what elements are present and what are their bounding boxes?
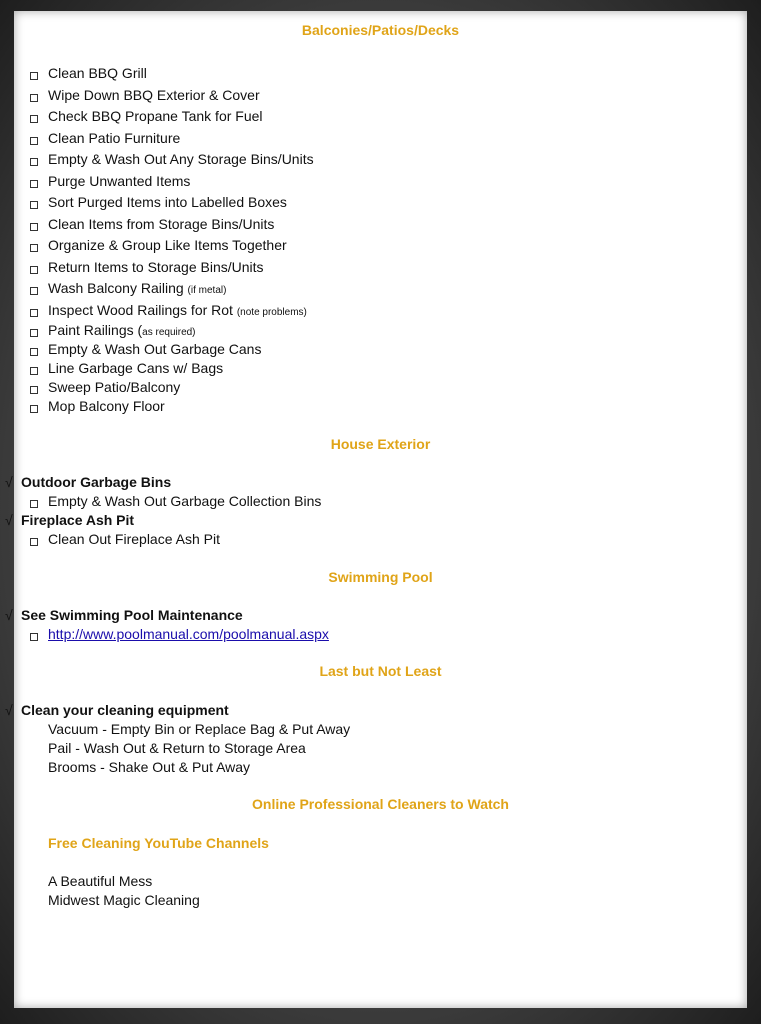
checkbox-icon[interactable] (30, 137, 38, 145)
equipment-item: Pail - Wash Out & Return to Storage Area (48, 740, 306, 756)
checklist-item-label: Wipe Down BBQ Exterior & Cover (48, 87, 260, 103)
online-cleaners-heading: Online Professional Cleaners to Watch (252, 796, 509, 812)
checkbox-icon[interactable] (30, 348, 38, 356)
checkbox-icon[interactable] (30, 158, 38, 166)
checklist-item (48, 360, 223, 377)
checkbox-icon[interactable] (30, 538, 38, 546)
checklist-item (48, 302, 307, 321)
checklist-item (48, 237, 287, 254)
pool-maintenance-title: See Swimming Pool Maintenance (21, 607, 243, 623)
equipment-item: Vacuum - Empty Bin or Replace Bag & Put Away (48, 721, 351, 737)
checkbox-icon[interactable] (30, 405, 38, 413)
checkbox-icon[interactable] (30, 201, 38, 209)
checklist-item-label: Return Items to Storage Bins/Units (48, 259, 264, 275)
document-page (5, 11, 747, 1008)
youtube-channels-subheading: Free Cleaning YouTube Channels (48, 835, 269, 851)
checklist-item-label: Clean Items from Storage Bins/Units (48, 216, 275, 232)
checklist-item (48, 194, 287, 211)
garbage-bins-item: Empty & Wash Out Garbage Collection Bins (48, 493, 322, 509)
checklist-item-label: Clean Patio Furniture (48, 130, 181, 146)
checklist-item-label: Organize & Group Like Items Together (48, 237, 287, 253)
checkbox-icon[interactable] (30, 309, 38, 317)
checklist-item-label: Wash Balcony Railing (48, 280, 184, 296)
checklist-item (48, 322, 196, 341)
checklist-item (48, 216, 274, 233)
check-mark-icon: √ (5, 512, 13, 528)
checklist-item (48, 398, 165, 415)
checkbox-icon[interactable] (30, 633, 38, 641)
equipment-item: Brooms - Shake Out & Put Away (48, 759, 251, 775)
channel-item: Midwest Magic Cleaning (48, 892, 200, 908)
pool-manual-link[interactable]: http://www.poolmanual.com/poolmanual.aspx (48, 626, 329, 642)
checkbox-icon[interactable] (30, 180, 38, 188)
checkbox-icon[interactable] (30, 266, 38, 274)
checklist-item-label: Empty & Wash Out Garbage Cans (48, 341, 262, 357)
checklist-item (48, 173, 190, 190)
checklist-item (48, 379, 180, 396)
clean-equipment-title: Clean your cleaning equipment (21, 702, 229, 718)
checklist-item-label: Empty & Wash Out Any Storage Bins/Units (48, 151, 314, 167)
checklist-item-label: Inspect Wood Railings for Rot (48, 302, 233, 318)
checkbox-icon[interactable] (30, 115, 38, 123)
checklist-item-label: Sweep Patio/Balcony (48, 379, 181, 395)
checkbox-icon[interactable] (30, 386, 38, 394)
house-exterior-heading: House Exterior (330, 436, 431, 452)
checklist-item (48, 65, 147, 82)
checklist-item-label: Check BBQ Propane Tank for Fuel (48, 108, 263, 124)
checkbox-icon[interactable] (30, 244, 38, 252)
checklist-item (48, 87, 260, 104)
checkbox-icon[interactable] (30, 329, 38, 337)
checkbox-icon[interactable] (30, 367, 38, 375)
checkbox-icon[interactable] (30, 94, 38, 102)
swimming-pool-heading: Swimming Pool (328, 569, 433, 585)
checklist-item (48, 341, 261, 358)
checkbox-icon[interactable] (30, 72, 38, 80)
check-mark-icon: √ (5, 607, 13, 623)
checklist-item-label: Line Garbage Cans w/ Bags (48, 360, 224, 376)
checklist-item-label: Sort Purged Items into Labelled Boxes (48, 194, 287, 210)
checklist-item (48, 259, 264, 276)
ash-pit-item: Clean Out Fireplace Ash Pit (48, 531, 220, 547)
last-but-not-least-heading: Last but Not Least (319, 663, 442, 679)
checkbox-icon[interactable] (30, 287, 38, 295)
check-mark-icon: √ (5, 474, 13, 490)
checklist-item-label: Clean BBQ Grill (48, 65, 147, 81)
checklist-item-note: (if metal) (187, 285, 227, 296)
checklist-item (48, 130, 180, 147)
balconies-heading: Balconies/Patios/Decks (301, 22, 460, 38)
channel-item: A Beautiful Mess (48, 873, 153, 889)
checklist-item (48, 151, 314, 168)
checklist-item-note: (note problems) (236, 307, 307, 318)
checklist-item (48, 280, 226, 299)
checklist-item-note: as required) (142, 327, 196, 338)
checklist-item-label: Paint Railings ( (48, 322, 143, 338)
fireplace-ash-pit-title: Fireplace Ash Pit (21, 512, 135, 528)
checkbox-icon[interactable] (30, 500, 38, 508)
checkbox-icon[interactable] (30, 223, 38, 231)
checklist-item-label: Mop Balcony Floor (48, 398, 165, 414)
checklist-item-label: Purge Unwanted Items (48, 173, 191, 189)
outdoor-garbage-bins-title: Outdoor Garbage Bins (21, 474, 172, 490)
check-mark-icon: √ (5, 702, 13, 718)
checklist-item (48, 108, 263, 125)
